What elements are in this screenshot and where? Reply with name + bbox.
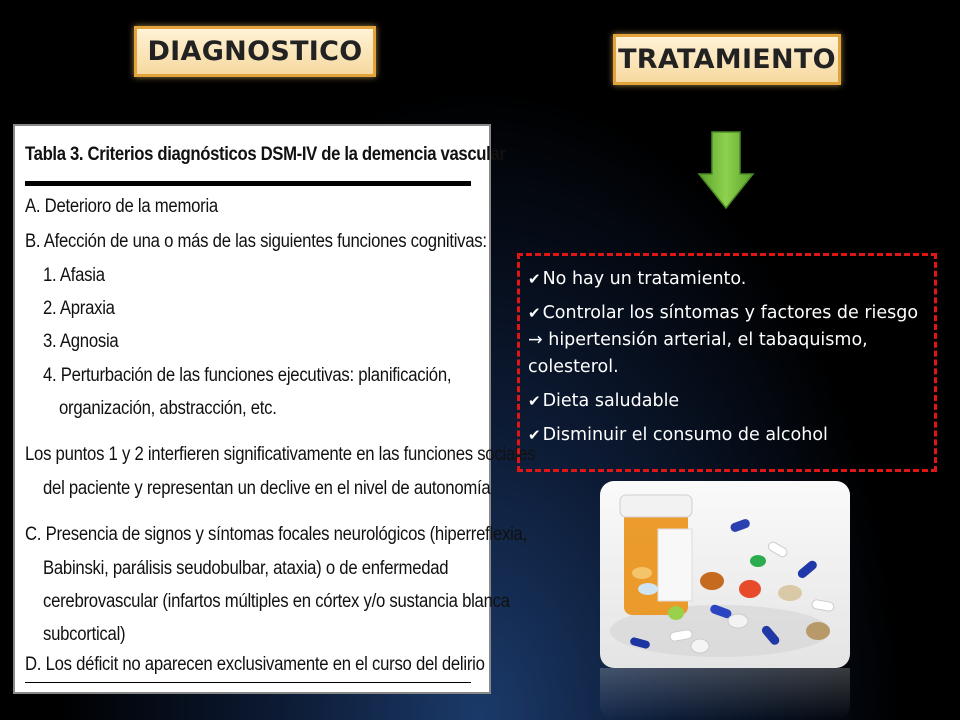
treatment-item: ✔ Disminuir el consumo de alcohol [528, 425, 828, 445]
criterion-c-line-3: cerebrovascular (infartos múltiples en córtex y/o sustancia blanca [43, 591, 510, 612]
diagnostico-title: DIAGNOSTICO [134, 26, 376, 77]
treatment-item: ✔ No hay un tratamiento. [528, 269, 747, 289]
note-line-2: del paciente y representan un declive en el nivel de autonomía [43, 478, 491, 499]
criterion-b-1: 1. Afasia [43, 265, 105, 286]
criterion-d: D. Los déficit no aparecen exclusivamente en el curso del delirio [25, 654, 485, 675]
criterion-b-4: 4. Perturbación de las funciones ejecutivas: planificación, [43, 365, 452, 386]
criterion-c: C. Presencia de signos y síntomas focales neurológicos (hiperreflexia, [25, 524, 527, 545]
criterion-c-line-2: Babinski, parálisis seudobulbar, ataxia) o de enfermedad [43, 558, 449, 579]
criterion-b-3: 3. Agnosia [43, 331, 119, 352]
criterion-c-line-4: subcortical) [43, 624, 126, 645]
dsm-iv-table-image [13, 124, 536, 694]
pills-illustration [600, 481, 850, 668]
note-line-1: Los puntos 1 y 2 interfieren significativamente en las funciones sociales [25, 444, 536, 465]
down-arrow-icon [697, 130, 755, 210]
tratamiento-title: TRATAMIENTO [613, 34, 841, 85]
treatment-list [520, 256, 934, 449]
table-title: Tabla 3. Criterios diagnósticos DSM-IV de la demencia vascular [25, 144, 506, 165]
criterion-a: A. Deterioro de la memoria [25, 196, 218, 217]
checkmark-icon: ✔ [528, 426, 541, 444]
checkmark-icon: ✔ [528, 304, 541, 322]
checkmark-icon: ✔ [528, 392, 541, 410]
criterion-b-4-cont: organización, abstracción, etc. [59, 398, 277, 419]
table-top-rule [25, 181, 471, 186]
criterion-b: B. Afección de una o más de las siguientes funciones cognitivas: [25, 231, 487, 252]
treatment-item: ✔ Dieta saludable [528, 391, 680, 411]
checkmark-icon: ✔ [528, 270, 541, 288]
treatment-box [517, 253, 937, 472]
criterion-b-2: 2. Apraxia [43, 298, 115, 319]
table-bottom-rule [25, 682, 471, 683]
photo-reflection [600, 668, 850, 720]
treatment-item: ✔ Controlar los síntomas y factores de riesgo → hipertensión arterial, el tabaquismo, colesterol. [528, 303, 919, 377]
pills-photo [600, 481, 850, 668]
